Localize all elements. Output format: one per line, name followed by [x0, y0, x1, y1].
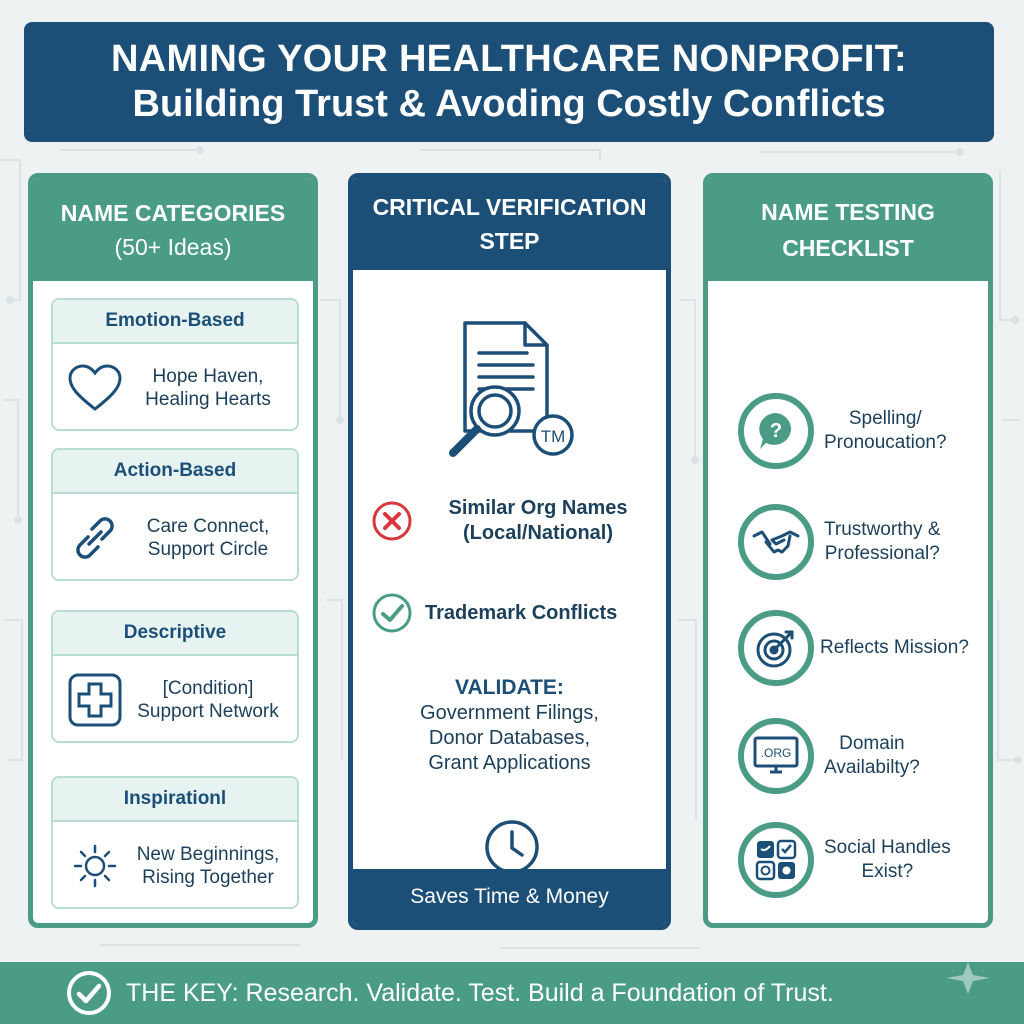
svg-text:?: ?	[769, 420, 783, 442]
page-subtitle: Building Trust & Avoding Costly Conflicts	[132, 83, 886, 125]
heart-icon	[65, 358, 125, 418]
sun-icon	[65, 836, 125, 896]
category-example-2: Healing Hearts	[145, 388, 271, 410]
checklist-title-line1: NAME TESTING	[761, 198, 935, 225]
checklist-item-spelling	[738, 393, 947, 469]
category-title: Descriptive	[53, 612, 297, 656]
category-title: Inspirationl	[53, 778, 297, 822]
category-example-2: Rising Together	[142, 866, 274, 888]
page-title: NAMING YOUR HEALTHCARE NONPROFIT:	[111, 38, 907, 80]
validate-item: Donor Databases,	[428, 727, 591, 749]
testing-checklist-panel	[703, 173, 993, 928]
check-circle-icon	[66, 970, 112, 1016]
testing-checklist-header	[708, 178, 988, 281]
category-card-emotion	[51, 298, 299, 431]
category-example-1: Hope Haven,	[152, 365, 264, 387]
social-icon	[738, 822, 814, 898]
name-categories-title: NAME CATEGORIES	[60, 199, 286, 226]
verification-panel	[348, 173, 671, 930]
question-bubble-icon	[738, 393, 814, 469]
org-badge: .ORG	[760, 746, 792, 760]
handshake-icon	[738, 504, 814, 580]
category-example-1: [Condition]	[162, 677, 254, 699]
verification-footer: Saves Time & Money	[353, 869, 666, 925]
checklist-item-trustworthy	[738, 504, 941, 580]
checklist-text-line2: Pronoucation?	[824, 432, 947, 453]
sparkle-icon	[946, 962, 990, 994]
category-card-action	[51, 448, 299, 581]
checklist-text-line2: Availabilty?	[824, 757, 920, 778]
category-example-2: Support Network	[137, 700, 279, 722]
name-categories-subtitle: (50+ Ideas)	[114, 233, 232, 260]
validate-item: Government Filings,	[420, 702, 599, 724]
tm-label: TM	[540, 427, 566, 446]
checklist-item-mission	[738, 610, 969, 686]
validate-title: VALIDATE:	[455, 676, 564, 699]
check-text: Trademark Conflicts	[425, 601, 618, 624]
checklist-text-line2: Professional?	[824, 543, 940, 564]
key-message: THE KEY: Research. Validate. Test. Build a Foundation of Trust.	[126, 978, 834, 1007]
medical-cross-icon	[65, 670, 125, 730]
verification-title-line1: CRITICAL VERIFICATION	[372, 194, 647, 220]
check-circle-icon	[371, 592, 413, 634]
name-categories-header	[33, 178, 313, 281]
checklist-item-domain	[738, 718, 920, 794]
link-icon	[65, 508, 125, 568]
title-banner	[24, 22, 994, 142]
category-card-inspirational	[51, 776, 299, 909]
checklist-text-line1: Trustworthy &	[824, 519, 941, 540]
category-example-1: New Beginnings,	[136, 843, 280, 865]
checklist-text-line1: Social Handles	[824, 837, 951, 858]
category-example-2: Support Circle	[147, 538, 269, 560]
checklist-text-line2: Exist?	[861, 861, 914, 882]
validate-item: Grant Applications	[428, 752, 591, 774]
validate-block	[353, 675, 666, 776]
target-icon	[738, 610, 814, 686]
verification-header	[353, 178, 666, 270]
category-title: Action-Based	[53, 450, 297, 494]
verification-title-line2: STEP	[479, 228, 540, 254]
check-trademark	[371, 592, 617, 634]
checklist-text-line1: Reflects Mission?	[820, 637, 969, 658]
checklist-text-line1: Spelling/	[848, 408, 922, 429]
document-search-icon	[435, 313, 585, 473]
category-title: Emotion-Based	[53, 300, 297, 344]
key-banner	[0, 962, 1024, 1024]
checklist-text-line1: Domain	[839, 733, 905, 754]
clock-icon	[483, 818, 541, 876]
check-text-line1: Similar Org Names	[448, 497, 628, 519]
monitor-icon	[738, 718, 814, 794]
category-card-descriptive	[51, 610, 299, 743]
checklist-title-line2: CHECKLIST	[782, 234, 914, 261]
check-similar-names	[371, 496, 663, 546]
category-example-1: Care Connect,	[146, 515, 270, 537]
name-categories-panel	[28, 173, 318, 928]
checklist-item-social	[738, 822, 951, 898]
x-circle-icon	[371, 500, 413, 542]
check-text-line2: (Local/National)	[462, 522, 613, 544]
